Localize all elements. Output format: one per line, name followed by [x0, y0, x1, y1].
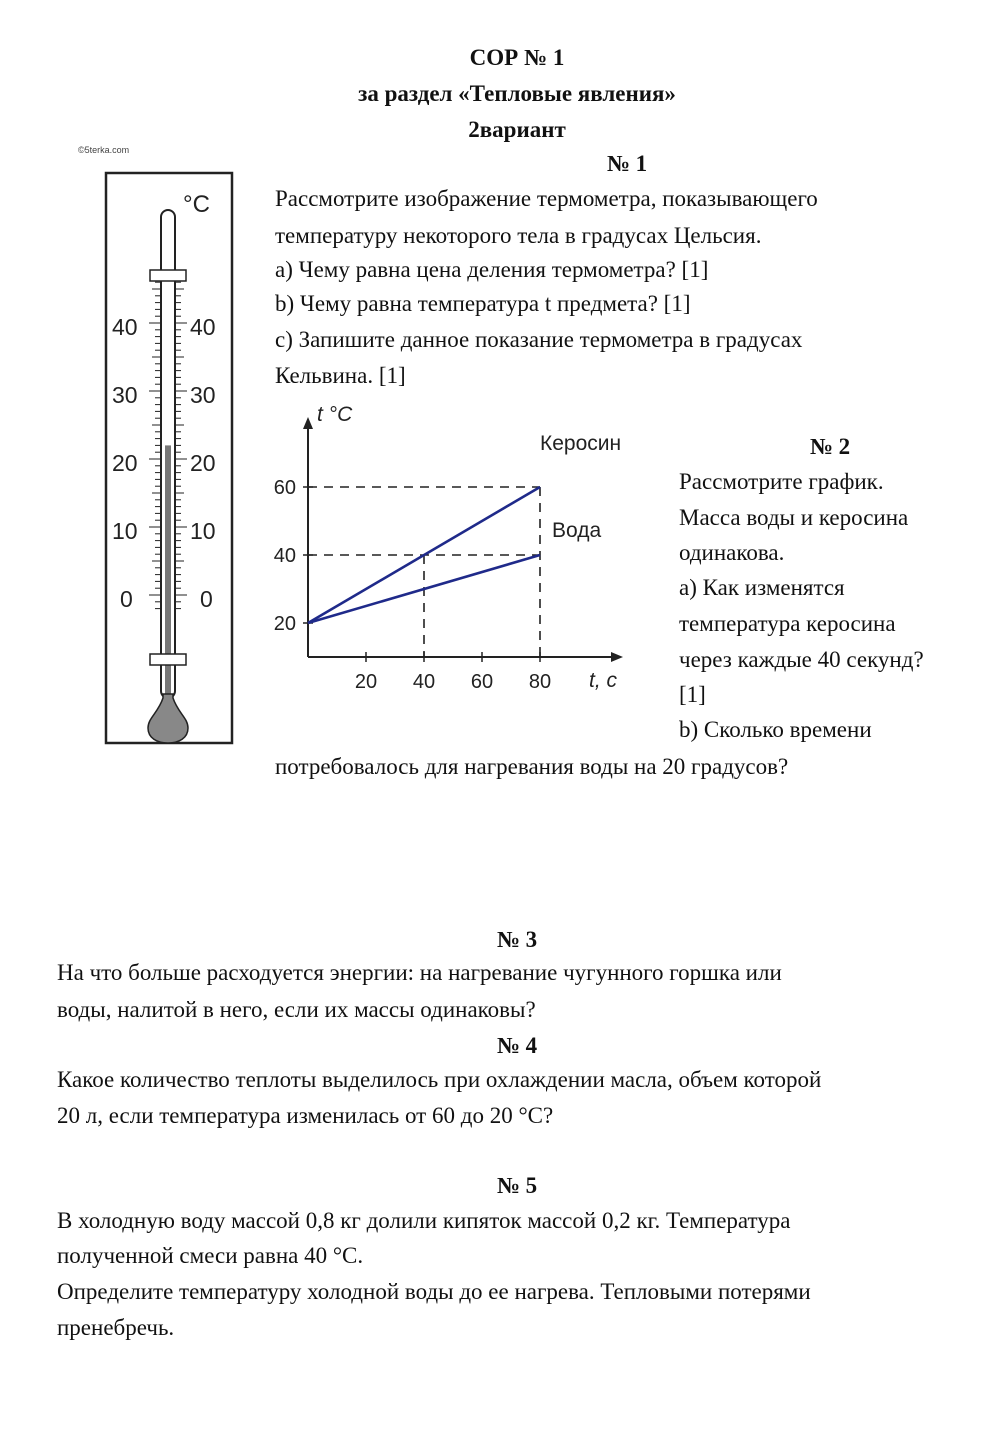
task1-number: № 1 — [606, 151, 648, 176]
thermometer-unit: °C — [183, 191, 210, 218]
y-tick-label: 60 — [273, 477, 296, 499]
task3-line: На что больше расходуется энергии: на нагревание чугунного горшка или — [57, 960, 782, 985]
task5-number: № 5 — [496, 1173, 538, 1198]
task5-line: полученной смеси равна 40 °С. — [57, 1243, 364, 1268]
scale-label-right: 10 — [190, 518, 216, 544]
task1-line: c) Запишите данное показание термометра в градусах — [275, 327, 803, 352]
task4-number: № 4 — [496, 1033, 538, 1058]
x-axis-label: t, c — [589, 669, 618, 692]
y-axis-label: t °C — [317, 403, 353, 426]
task3-number: № 3 — [496, 927, 538, 952]
task2-line: b) Сколько времени — [679, 717, 872, 742]
thermometer-figure — [70, 138, 245, 753]
task3-line: воды, налитой в него, если их массы одинаковы? — [57, 997, 536, 1022]
scale-label-left: 0 — [120, 586, 133, 612]
task2-number: № 2 — [809, 434, 851, 459]
x-tick-label: 20 — [354, 671, 378, 693]
task1-line: a) Чему равна цена деления термометра? [1] — [275, 257, 709, 282]
x-tick-label: 80 — [528, 671, 552, 693]
task2-line: a) Как изменятся — [679, 575, 845, 600]
scale-label-right: 20 — [190, 450, 216, 476]
task2-line: Масса воды и керосина — [679, 505, 909, 530]
task2-line: [1] — [679, 682, 706, 707]
scale-label-left: 10 — [112, 518, 138, 544]
watermark-text: ©5terka.com — [78, 145, 130, 155]
series-line-water — [308, 555, 540, 623]
scale-label-right: 0 — [200, 586, 213, 612]
task2-line: одинакова. — [679, 540, 785, 565]
series-label-kerosene: Керосин — [540, 432, 622, 455]
chart-guides — [308, 487, 540, 657]
y-tick-label: 40 — [273, 545, 296, 567]
task1-line: температуру некоторого тела в градусах Цельсия. — [275, 223, 762, 248]
task2-line: Рассмотрите график. — [679, 469, 884, 494]
document-title: СОР № 1 — [469, 45, 565, 70]
x-tick-label: 40 — [412, 671, 436, 693]
y-axis-arrow — [303, 417, 313, 429]
variant-title: 2вариант — [468, 117, 566, 142]
series-label-water: Вода — [552, 519, 602, 542]
task2-continuation: потребовалось для нагревания воды на 20 градусов? — [275, 754, 789, 779]
task1-line: Рассмотрите изображение термометра, показывающего — [275, 186, 818, 211]
x-tick-label: 60 — [470, 671, 494, 693]
scale-label-right: 40 — [190, 314, 216, 340]
task5-line: пренебречь. — [57, 1315, 175, 1340]
task5-line: В холодную воду массой 0,8 кг долили кипяток массой 0,2 кг. Температура — [57, 1208, 791, 1233]
task1-line: Кельвина. [1] — [275, 363, 406, 388]
section-title: за раздел «Тепловые явления» — [358, 81, 676, 106]
task2-line: температура керосина — [679, 611, 896, 636]
task4-line: Какое количество теплоты выделилось при охлаждении масла, объем которой — [57, 1067, 822, 1092]
temperature-time-chart — [255, 395, 655, 705]
scale-label-left: 20 — [112, 450, 138, 476]
chart-ticks — [274, 477, 551, 693]
task5-line: Определите температуру холодной воды до ее нагрева. Тепловыми потерями — [57, 1279, 811, 1304]
y-tick-label: 20 — [273, 613, 296, 635]
task4-line: 20 л, если температура изменилась от 60 до 20 °С? — [57, 1103, 554, 1128]
x-axis-arrow — [611, 652, 623, 662]
task1-line: b) Чему равна температура t предмета? [1] — [275, 291, 691, 316]
tube-clamp-top — [150, 270, 186, 281]
scale-label-right: 30 — [190, 382, 216, 408]
tube-clamp-bottom — [150, 654, 186, 665]
scale-label-left: 30 — [112, 382, 138, 408]
task2-line: через каждые 40 секунд? — [679, 647, 924, 672]
scale-label-left: 40 — [112, 314, 138, 340]
